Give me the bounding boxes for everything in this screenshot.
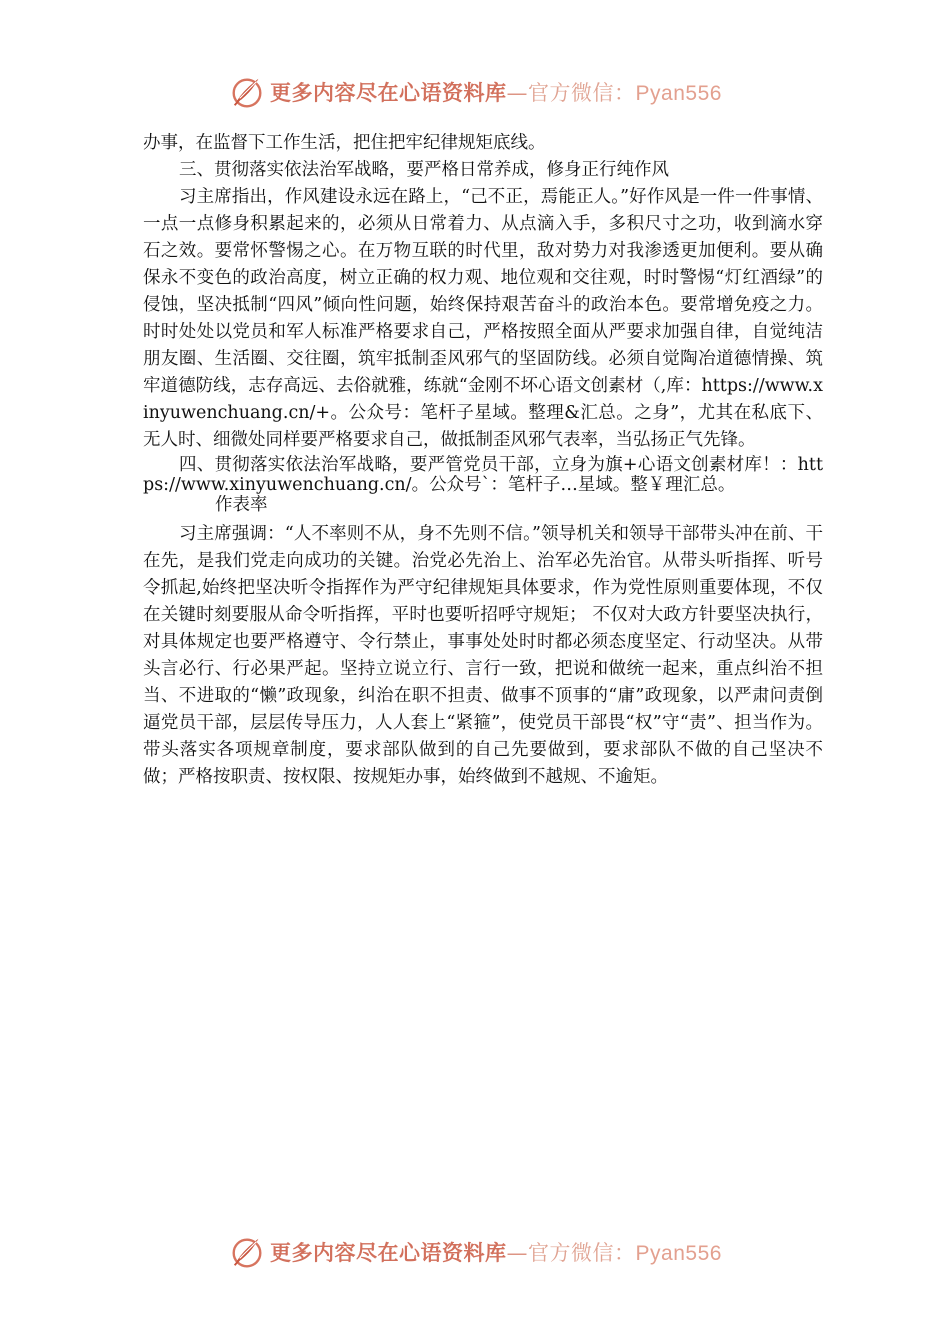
banner-dash: — bbox=[506, 1241, 529, 1265]
feather-pen-logo-icon bbox=[228, 1233, 266, 1271]
document-body bbox=[143, 130, 823, 791]
paragraph-leading-by-example: 习主席强调：“人不率则不从，身不先则不信。”领导机关和领导干部带头冲在前、干在先，是我们党走向成功的关键。治党必先治上、治军必先治官。从带头听指挥、听号令抓起,始终把坚决听令指挥作为严守纪律规矩具体要求，作为党性原则重要体现，不仅在关键时刻要服从命令听指挥，平时也要听招呼守规矩； 不仅对大政方针要坚决执行，对具体规定也要严格遵守、令行禁止，事事处处时时都必须态度坚定、行动坚决。从带头言必行、行必果严起。坚持立说立行、言行一致，把说和做统一起来，重点纠治不担当、不进取的“懒”政现象，纠治在职不担责、做事不顶事的“庸”政现象，以严肃问责倒逼党员干部，层层传导压力，人人套上“紧箍”，使党员干部畏“权”守“责”、担当作为。带头落实各项规章制度，要求部队做到的自己先要做到，要求部队不做的自己坚决不做；严格按职责、按权限、按规矩办事，始终做到不越规、不逾矩。 bbox=[143, 524, 823, 787]
banner-lead-text: 更多内容尽在心语资料库 bbox=[270, 81, 507, 105]
paragraph-continuation: 办事，在监督下工作生活，把住把牢纪律规矩底线。 bbox=[143, 133, 546, 153]
banner-lead-text: 更多内容尽在心语资料库 bbox=[270, 1241, 507, 1265]
banner-dash: — bbox=[506, 81, 529, 105]
section-heading-three: 三、贯彻落实依法治军战略，要严格日常养成，修身正行纯作风 bbox=[179, 160, 669, 180]
banner-wechat-id: Pyan556 bbox=[635, 1242, 722, 1265]
banner-wechat-label: 官方微信： bbox=[528, 1241, 636, 1265]
section-heading-four bbox=[143, 455, 823, 515]
section-heading-four-line2: 作表率 bbox=[215, 495, 268, 515]
section-heading-four-line1: 四、贯彻落实依法治军战略，要严管党员干部，立身为旗+心语文创素材库！：https://www.xinyuwenchuang.cn/。公众号`：笔杆子…星域。整￥理汇总。 bbox=[143, 455, 823, 495]
banner-wechat-label: 官方微信： bbox=[528, 81, 636, 105]
header-watermark-banner bbox=[0, 72, 950, 112]
banner-wechat-id: Pyan556 bbox=[635, 82, 722, 105]
paragraph-style-building: 习主席指出，作风建设永远在路上，“己不正，焉能正人。”好作风是一件一件事情、一点一点修身积累起来的，必须从日常着力、从点滴入手，多积尺寸之功，收到滴水穿石之效。要常怀警惕之心。在万物互联的时代里，敌对势力对我渗透更加便利。要从确保永不变色的政治高度，树立正确的权力观、地位观和交往观，时时警惕“灯红酒绿”的侵蚀，坚决抵制“四风”倾向性问题，始终保持艰苦奋斗的政治本色。要常增免疫之力。时时处处以党员和军人标准严格要求自己，严格按照全面从严要求加强自律，自觉纯洁朋友圈、生活圈、交往圈，筑牢抵制歪风邪气的坚固防线。必须自觉陶冶道德情操、筑牢道德防线，志存高远、去俗就雅，练就“金刚不坏心语文创素材（,库：https://www.xinyuwenchuang.cn/+。公众号：笔杆子星域。整理&汇总。之身”，尤其在私底下、无人时、细微处同样要严格要求自己，做抵制歪风邪气表率，当弘扬正气先锋。 bbox=[143, 187, 823, 450]
feather-pen-logo-icon bbox=[228, 73, 266, 111]
footer-watermark-banner bbox=[0, 1232, 950, 1272]
